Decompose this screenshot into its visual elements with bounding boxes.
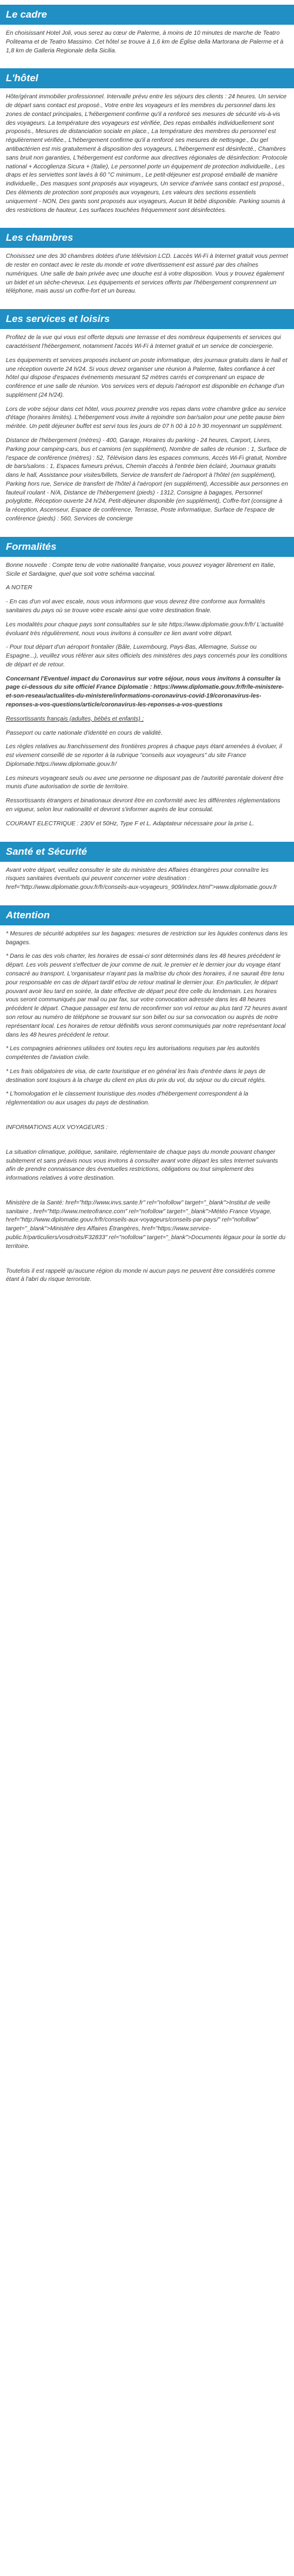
section-text: Avant votre départ, veuillez consulter le site du ministère des Affaires étrangères pour connaître les risques sanitaires éventuels qui peuvent concerner votre destination : href="http://www.diplomatie.gouv.fr/fr/conseils-aux-voyageurs_909/index.html">www.diplomatie.gouv.fr bbox=[6, 867, 277, 891]
section-text: Lors de votre séjour dans cet hôtel, vous pourrez prendre vos repas dans votre chambre grâce au service d'étage (horaires limités). L'hébergement vous invite à rejoindre son bar/salon pour une petite pause bien méritée. Un petit déjeuner buffet est servi tous les jours de 07 h 00 à 10 h 30 moyennant un supplément. bbox=[6, 406, 286, 430]
spacer bbox=[0, 1138, 294, 1148]
section-text: La situation climatique, politique, sanitaire, réglementaire de chaque pays du monde pouvant changer subitement et sans préavis nous vous invitons à consulter avant votre départ les sites Internet suivants afin de prendre connaissance des éventuelles restrictions, obligations ou tout simplement des informations relatives à votre destination. bbox=[6, 1148, 278, 1182]
section-text: * L'homologation et le classement touristique des modes d'hébergement correspondent à la réglementation ou aux usages du pays de destination. bbox=[6, 1091, 249, 1107]
section-text: Toutefois il est rappelé qu'aucune région du monde ni aucun pays ne peuvent être considérés comme étant à l'abri du risque terroriste. bbox=[6, 1267, 276, 1283]
section-text: Les mineurs voyageant seuls ou avec une personne ne disposant pas de l'autorité parentale doivent être munis d'une autorisation de sortie de territoire. bbox=[6, 775, 284, 791]
section-formalites bbox=[0, 537, 294, 829]
section-title: Formalités bbox=[0, 537, 294, 557]
section-title: L'hôtel bbox=[0, 68, 294, 88]
section-title: Le cadre bbox=[0, 5, 294, 25]
travellers-info-heading: INFORMATIONS AUX VOYAGEURS : bbox=[6, 1124, 108, 1131]
section-text: Choisissez une des 30 chambres dotées d'une télévision LCD. Laccès Wi-Fi à Internet gratuit vous permet de rester en contact avec le reste du monde et votre divertissement est assuré par des chaînes numériques. Une salle de bain privée avec une douche est à votre disposition. Vous y trouvez également un bidet et un sèche-cheveux. Les équipements et services offerts par l'hébergement comprennent un téléphone, mais aussi un coffre-fort et un bureau. bbox=[6, 253, 288, 295]
section-text: COURANT ELECTRIQUE : 230V et 50Hz, Type F et L. Adaptateur nécessaire pour la prise L. bbox=[6, 820, 255, 827]
section-title: Les chambres bbox=[0, 228, 294, 248]
section-le-cadre bbox=[0, 5, 294, 55]
section-text: Profitez de la vue qui vous est offerte depuis une terrasse et des nombreux équipements et services qui caractérisent l'hébergement, notamment l'accès Wi-Fi à Internet gratuit et un service de conciergerie. bbox=[6, 334, 281, 350]
section-text: Passeport ou carte nationale d'identité en cours de validité. bbox=[6, 729, 163, 736]
note-heading: A NOTER bbox=[6, 585, 32, 592]
section-text: Bonne nouvelle : Compte tenu de votre nationalité française, vous pouvez voyager librement en Italie, Sicile et Sardaigne, quel que soit votre schéma vaccinal. bbox=[6, 562, 276, 577]
section-title: Les services et loisirs bbox=[0, 309, 294, 329]
section-hotel bbox=[0, 68, 294, 215]
section-text: - En cas d'un vol avec escale, nous vous informons que vous devrez être conforme aux formalités sanitaires du pays où se trouve votre escale ainsi que votre destination finale. bbox=[6, 599, 265, 614]
section-text: * Les frais obligatoires de visa, de carte touristique et en général les frais d'entrée dans le pays de destination sont toujours à la charge du client en plus du prix du vol, du séjour ou du circuit réglés. bbox=[6, 1068, 266, 1084]
section-attention bbox=[0, 905, 294, 1284]
spacer bbox=[0, 1113, 294, 1124]
spacer bbox=[0, 1189, 294, 1199]
section-text: Distance de l'hébergement (mètres) - 400, Garage, Horaires du parking - 24 heures, Carport, Livres, Parking pour camping-cars, bus et camions (en supplément), Nombre de salles de réunion : 1, Surface de l'espace de conférence (mètres) : 52, Télévision dans les espaces communs, Accès Wi-Fi gratuit, Nombre de bars/salons : 1, Espaces fumeurs prévus, Chemin d'accès à l'entrée bien éclairé, Journaux gratuits dans le hall, Assistance pour visites/billets, Service de transfert de l'aéroport à l'hôtel (en supplément), Parking hors rue, Service de transfert de l'hôtel à l'aéroport (en supplément), Accessible aux personnes en fauteuil roulant - N/A, Distance de l'hébergement (pieds) - 1312, Consigne à bagages, Personnel polyglotte, Réception ouverte 24 h/24, Petit-déjeuner disponible (en supplément), Coffre-fort (consigne à la réception, Ascenseur, Espace de conférence, Terrasse, Poste informatique, Surface de l'espace de conférence (pieds) : 560, Services de concierge bbox=[6, 437, 288, 523]
section-text: Hôte/gérant immobilier professionnel. Intervalle prévu entre les séjours des clients : 24 heures. Un service de départ sans contact est proposé., Votre entre les voyageurs et les membres du personnel dans les zones de contact principales, L'hébergement confirme qu'il a renforcé ses mesures de sécurité vis-à-vis des voyageurs. La température des voyageurs est vérifiée, Des repas emballés individuellement sont proposés., Mesures de distanciation sociale en place., La température des membres du personnel est régulièrement vérifiée., L'hébergement confirme qu'il a renforcé ses mesures de nettoyage., Du gel antibactérien est mis gratuitement à disposition des voyageurs, L'hébergement est désinfecté., Chambres sans bruit non garanties, L'hébergement est conforme aux directives régionales de désinfection: Protocole national + Accoglienza Sicura + (Italie), Le personnel porte un équipement de protection individuelle., Les draps et les serviettes sont lavés à 60 °C minimum., Le petit-déjeuner est proposé emballé de manière individuelle., Des masques sont proposés aux voyageurs, Un service d'arrivée sans contact est proposé., Des éléments de protection sont proposés aux voyageurs, Les valeurs des sections essentiels uniquement - NON, Des gants sont proposés aux voyageurs, Aucun lit bébé disponible. Parking soumis à des restrictions de hauteur, Les surfaces touchées fréquemment sont désinfectées. bbox=[6, 94, 288, 214]
section-text: * Les compagnies aériennes utilisées ont toutes reçu les autorisations requises par les autorités compétentes de l'aviation civile. bbox=[6, 1045, 260, 1061]
spacer bbox=[0, 1257, 294, 1267]
section-text: - Pour tout départ d'un aéroport frontalier (Bâle, Luxembourg, Pays-Bas, Allemagne, Suisse ou Espagne...), veuillez vous référer aux sites officiels des ministères des pays concernés pour les conditions de départ et de retour. bbox=[6, 644, 288, 668]
baggage-rule-link[interactable]: * Mesures de sécurité adoptées sur les bagages: mesures de restriction sur les liquides contenus dans les bagages. bbox=[6, 930, 288, 946]
section-text: Ressortissants étrangers et binationaux devront être en conformité avec les différentes réglementations en vigueur, selon leur nationalité et devront s'informer auprès de leur consulat. bbox=[6, 798, 280, 813]
subheading-ressortissants: Ressortissants français (adultes, bébés et enfants) : bbox=[6, 715, 144, 722]
coronavirus-notice: Concernant l'Eventuel impact du Coronavirus sur votre séjour, nous vous invitons à consulter la page ci-dessous du site officiel France Diplomatie : https://www.diplomatie.gouv.fr/fr/le-ministere-et-son-reseau/actualites-du-ministere/informations-coronavirus-covid-19/coronavirus-les-reponses-a-vos-questions/article/coronavirus-les-reponses-a-vos-questions bbox=[6, 675, 284, 708]
section-text: Les modalités pour chaque pays sont consultables sur le site https://www.diplomatie.gouv.fr/fr/ L'actualité évoluant très régulièrement, nous vous invitons à consulter ce lien avant votre départ. bbox=[6, 621, 284, 637]
section-text: Les équipements et services proposés incluent un poste informatique, des journaux gratuits dans le hall et une réception ouverte 24 h/24. Si vous devez organiser une réunion à Palerme, faites confiance à cet hôtel qui dispose d'espaces événements mesurant 52 mètres carrés et comprenant un espace de conférence et une salle de réunion. Vos services vers et depuis l'aéroport est disponible en échange d'un supplément (24 h/24). bbox=[6, 357, 288, 399]
section-sante-securite bbox=[0, 842, 294, 892]
resources-links[interactable]: Ministère de la Santé: href="http://www.invs.sante.fr" rel="nofollow" target="_blank">Institut de veille sanitaire , href="http://www.meteofrance.com" rel="nofollow" target="_blank">Météo France Voyage, href="http://www.diplomatie.gouv.fr/fr/conseils-aux-voyageurs/conseils-par-pays/" rel="nofollow" target="_blank">Ministère des Affaires Étrangères, href="https://www.service-public.fr/particuliers/vosdroits/F32833" rel="nofollow" target="_blank">Documents légaux pour la sortie du territoire. bbox=[6, 1199, 286, 1250]
section-title: Attention bbox=[0, 905, 294, 925]
section-title: Santé et Sécurité bbox=[0, 842, 294, 862]
section-text: * Dans le cas des vols charter, les horaires de essai-ci sont déterminés dans les 48 heures précédent le départ. Les vols peuvent s'effectuer de jour comme de nuit, le premier et le dernier jour du voyage étant consacré au transport. L'organisateur n'ayant pas la maîtrise du choix des horaires, il ne saurait être tenu pour responsable en cas de départ tardif et/ou de retour matinal le dernier jour. En particulier, le départ pouvant avoir lieu tard en soirée, la date effective de départ peut être celle du lendemain. Les horaires vous seront communiqués par mail ou par fax, sur votre convocation adressée dans les 48 heures précédent le départ. Chaque passager est tenu de reconfirmer son vol retour au plus tard 72 heures avant son retour au numéro de téléphone se trouvant sur son billet ou sur sa convocation ou auprès de notre représentant local. Les horaires de retour définitifs vous seront communiqués par notre représentant local dans les 48 heures précédent le retour. bbox=[6, 953, 287, 1038]
section-text: Les règles relatives au franchissement des frontières propres à chaque pays étant amenées à évoluer, il est vivement conseillé de se reporter à la rubrique "conseils aux voyageurs" du site France Diplomatie:https://www.diplomatie.gouv.fr/ bbox=[6, 743, 282, 768]
section-text: En choisissant Hotel Joli, vous serez au cœur de Palerme, à moins de 10 minutes de marche de Teatro Politeama et de Teatro Massimo. Cet hôtel se trouve à 1,6 km de Église della Martorana de Palerme et à 1,8 km de Galleria Regionale della Sicilia. bbox=[6, 30, 283, 54]
section-chambres bbox=[0, 228, 294, 296]
section-services-loisirs bbox=[0, 309, 294, 524]
